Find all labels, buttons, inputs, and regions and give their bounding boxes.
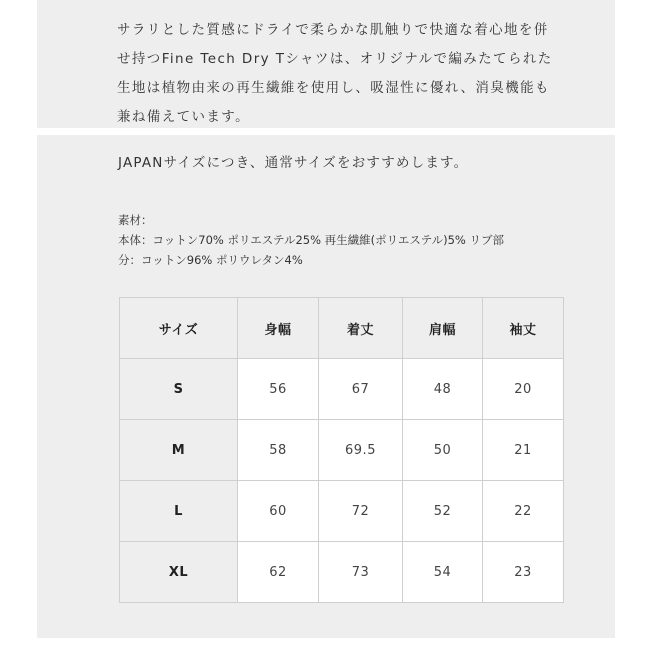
table-cell: 62	[238, 542, 319, 603]
table-cell: 20	[483, 359, 564, 420]
size-chart-table	[119, 297, 564, 603]
table-cell: 54	[403, 542, 483, 603]
table-cell: 48	[403, 359, 483, 420]
table-row	[120, 359, 564, 420]
material-line: 本体：コットン70% ポリエステル25% 再生繊維(ポリエステル)5% リブ部	[118, 233, 505, 247]
size-label: M	[120, 420, 238, 481]
size-label: XL	[120, 542, 238, 603]
header-size: サイズ	[120, 298, 238, 359]
table-cell: 72	[319, 481, 403, 542]
table-cell: 21	[483, 420, 564, 481]
description-line: 生地は植物由来の再生繊維を使用し、吸湿性に優れ、消臭機能も	[117, 80, 550, 96]
table-cell: 67	[319, 359, 403, 420]
size-table-header-row	[120, 298, 564, 359]
material-info	[118, 210, 504, 270]
header-body-width: 身幅	[238, 298, 319, 359]
material-heading: 素材：	[118, 213, 153, 227]
header-shoulder-width: 肩幅	[403, 298, 483, 359]
table-cell: 52	[403, 481, 483, 542]
size-label: L	[120, 481, 238, 542]
table-cell: 58	[238, 420, 319, 481]
description-panel	[37, 0, 615, 128]
size-note: JAPANサイズにつき、通常サイズをおすすめします。	[118, 155, 469, 171]
table-cell: 23	[483, 542, 564, 603]
table-row	[120, 420, 564, 481]
description-line: サラリとした質感にドライで柔らかな肌触りで快適な着心地を併	[117, 22, 549, 38]
description-line: 兼ね備えています。	[117, 109, 251, 125]
table-cell: 73	[319, 542, 403, 603]
table-cell: 56	[238, 359, 319, 420]
header-length: 着丈	[319, 298, 403, 359]
table-row	[120, 542, 564, 603]
header-sleeve-length: 袖丈	[483, 298, 564, 359]
material-line: 分：コットン96% ポリウレタン4%	[118, 253, 303, 267]
description-line: せ持つFine Tech Dry Tシャツは、オリジナルで編みたてられた	[117, 51, 553, 67]
table-cell: 60	[238, 481, 319, 542]
table-cell: 22	[483, 481, 564, 542]
table-cell: 69.5	[319, 420, 403, 481]
size-info-panel	[37, 135, 615, 638]
table-cell: 50	[403, 420, 483, 481]
table-row	[120, 481, 564, 542]
size-label: S	[120, 359, 238, 420]
